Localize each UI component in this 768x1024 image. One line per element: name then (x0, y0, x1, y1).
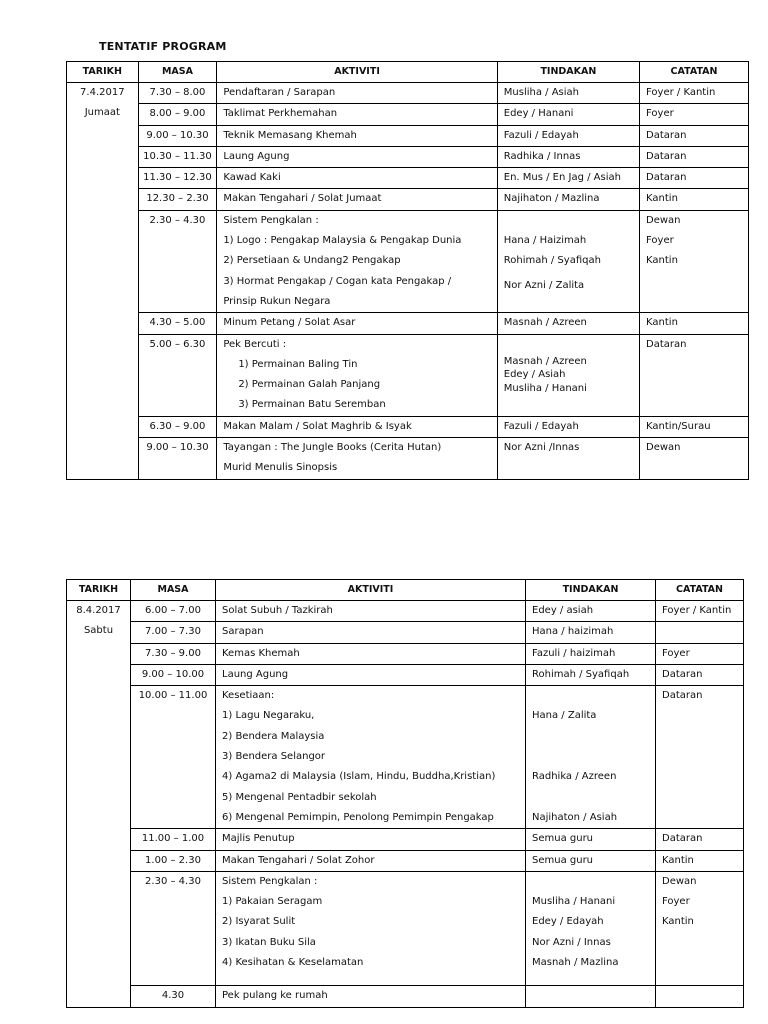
cell-line: Kemas Khemah (222, 647, 300, 659)
page-title: TENTATIF PROGRAM (99, 40, 227, 53)
schedule-table-day1 (66, 61, 749, 480)
table-row (67, 146, 749, 167)
activity-cell (217, 146, 497, 167)
note-cell (656, 664, 744, 685)
activity-cell (216, 986, 526, 1007)
table-row (67, 210, 749, 312)
note-cell (640, 416, 749, 437)
cell-line: 2) Bendera Malaysia (222, 730, 325, 742)
note-cell (656, 686, 744, 829)
cell-line: Kantin (646, 317, 678, 329)
note-cell (640, 189, 749, 210)
cell-line: Masnah / Mazlina (532, 957, 619, 969)
action-cell (526, 871, 656, 985)
cell-line (532, 986, 655, 1006)
cell-line: Dataran (646, 172, 687, 184)
cell-line: Laung Agung (222, 668, 289, 680)
note-cell (656, 986, 744, 1007)
table-row (67, 686, 744, 829)
cell-line: Kantin (662, 916, 694, 928)
cell-line: 3) Hormat Pengakap / Cogan kata Pengakap / (223, 275, 452, 287)
note-cell (656, 850, 744, 871)
cell-line (532, 686, 655, 706)
cell-line: Rohimah / Syafiqah (503, 255, 601, 267)
cell-line: Semua guru (532, 833, 594, 845)
table-row (67, 664, 744, 685)
note-cell (640, 334, 749, 416)
cell-line (662, 986, 743, 1006)
header-catatan: CATATAN (640, 62, 749, 83)
action-cell (497, 83, 639, 104)
action-cell (497, 168, 639, 189)
time-cell: 10.00 – 11.00 (131, 686, 216, 829)
time-cell: 7.00 – 7.30 (131, 622, 216, 643)
note-cell (656, 622, 744, 643)
cell-line: Laung Agung (223, 150, 290, 162)
cell-line: Kantin (646, 193, 678, 205)
table-header-row (67, 580, 744, 601)
cell-line: 1) Permainan Baling Tin (238, 358, 358, 370)
action-cell (526, 686, 656, 829)
cell-line: Foyer (662, 896, 690, 908)
header-tindakan: TINDAKAN (526, 580, 656, 601)
note-cell (640, 125, 749, 146)
action-cell (497, 125, 639, 146)
cell-line: Teknik Memasang Khemah (223, 129, 357, 141)
cell-line: Masnah / Azreen (503, 317, 587, 329)
cell-line: Dataran (646, 129, 687, 141)
time-cell: 11.00 – 1.00 (131, 829, 216, 850)
cell-line: 5) Mengenal Pentadbir sekolah (222, 791, 377, 803)
cell-line: Dataran (646, 338, 687, 350)
table-row (67, 829, 744, 850)
activity-cell (216, 829, 526, 850)
header-tarikh: TARIKH (67, 580, 131, 601)
cell-line: Murid Menulis Sinopsis (223, 462, 338, 474)
cell-line: Sistem Pengkalan : (222, 875, 318, 887)
cell-line: Radhika / Innas (503, 150, 581, 162)
note-cell (656, 871, 744, 985)
activity-cell (217, 210, 497, 312)
table-row (67, 871, 744, 985)
time-cell: 9.00 – 10.30 (138, 438, 217, 480)
cell-line: Foyer (646, 108, 674, 120)
time-cell: 12.30 – 2.30 (138, 189, 217, 210)
time-cell: 6.00 – 7.00 (131, 601, 216, 622)
cell-line: Musliha / Asiah (503, 87, 579, 98)
table-row (67, 168, 749, 189)
time-cell: 2.30 – 4.30 (131, 871, 216, 985)
action-cell (497, 313, 639, 334)
table-row (67, 125, 749, 146)
date-text: 8.4.2017 (76, 605, 121, 616)
activity-cell (216, 664, 526, 685)
cell-line: 4) Agama2 di Malaysia (Islam, Hindu, Buddha,Kristian) (222, 771, 496, 783)
cell-line: Makan Tengahari / Solat Zohor (222, 854, 375, 866)
header-aktiviti: AKTIVITI (216, 580, 526, 601)
note-cell (656, 643, 744, 664)
cell-line: Foyer (662, 647, 690, 659)
note-cell (640, 146, 749, 167)
cell-line (532, 747, 655, 767)
table-row (67, 622, 744, 643)
action-cell (526, 829, 656, 850)
cell-line: 1) Pakaian Seragam (222, 896, 323, 908)
cell-line: Kantin/Surau (646, 420, 711, 432)
time-cell: 4.30 (131, 986, 216, 1007)
cell-line: Solat Subuh / Tazkirah (222, 605, 333, 616)
cell-line: 6) Mengenal Pemimpin, Penolong Pemimpin Pengakap (222, 811, 494, 823)
table-row (67, 313, 749, 334)
cell-line: Dewan (646, 214, 681, 226)
cell-line (532, 872, 655, 892)
table-row (67, 104, 749, 125)
action-cell (526, 643, 656, 664)
table-row (67, 601, 744, 622)
time-cell: 6.30 – 9.00 (138, 416, 217, 437)
cell-line (532, 727, 655, 747)
note-cell (640, 438, 749, 480)
note-cell (640, 313, 749, 334)
cell-line: Minum Petang / Solat Asar (223, 317, 356, 329)
time-cell: 7.30 – 9.00 (131, 643, 216, 664)
cell-line: 2) Persetiaan & Undang2 Pengakap (223, 255, 401, 267)
cell-line: Foyer / Kantin (646, 87, 716, 98)
cell-line: 1) Lagu Negaraku, (222, 710, 315, 722)
activity-cell (216, 850, 526, 871)
time-cell: 2.30 – 4.30 (138, 210, 217, 312)
time-cell: 1.00 – 2.30 (131, 850, 216, 871)
cell-line: Hana / Zalita (532, 710, 597, 722)
cell-line: Fazuli / haizimah (532, 647, 616, 659)
activity-cell (217, 189, 497, 210)
activity-cell (217, 313, 497, 334)
cell-line (662, 622, 743, 642)
cell-line: Rohimah / Syafiqah (532, 668, 630, 680)
day-text: Sabtu (83, 625, 114, 637)
cell-line: Dataran (662, 690, 703, 702)
cell-line: Majlis Penutup (222, 833, 295, 845)
cell-line: Sarapan (222, 626, 264, 638)
activity-cell (217, 125, 497, 146)
cell-line: Foyer (646, 235, 674, 247)
date-cell (67, 83, 139, 480)
cell-line: Foyer / Kantin (662, 605, 732, 616)
cell-line: 4) Kesihatan & Keselamatan (222, 957, 364, 969)
cell-line: Musliha / Hanani (532, 896, 616, 908)
day-text: Jumaat (84, 107, 120, 119)
cell-line: Edey / Hanani (503, 108, 574, 120)
table-row (67, 850, 744, 871)
cell-line: Kawad Kaki (223, 172, 281, 184)
cell-line: Radhika / Azreen (532, 771, 617, 783)
cell-line: Pendaftaran / Sarapan (223, 87, 336, 98)
table-header-row (67, 62, 749, 83)
table-row (67, 334, 749, 416)
cell-line: Edey / Asiah (503, 369, 566, 381)
action-cell (526, 664, 656, 685)
header-catatan: CATATAN (656, 580, 744, 601)
activity-cell (217, 83, 497, 104)
action-cell (497, 189, 639, 210)
cell-line: Najihaton / Mazlina (503, 193, 600, 205)
activity-cell (217, 438, 497, 480)
cell-line: Tayangan : The Jungle Books (Cerita Hutan) (223, 442, 442, 454)
time-cell: 10.30 – 11.30 (138, 146, 217, 167)
table-row (67, 416, 749, 437)
note-cell (640, 83, 749, 104)
cell-line: Dataran (662, 668, 703, 680)
cell-line: Musliha / Hanani (503, 382, 587, 394)
date-text: 7.4.2017 (80, 87, 125, 98)
cell-line: Hana / haizimah (532, 626, 614, 638)
cell-line (504, 211, 639, 231)
cell-line: Edey / Edayah (532, 916, 604, 928)
cell-line: Kesetiaan: (222, 690, 275, 702)
cell-line: Dataran (662, 833, 703, 845)
cell-line: Sistem Pengkalan : (223, 214, 319, 226)
header-masa: MASA (138, 62, 217, 83)
note-cell (640, 104, 749, 125)
cell-line: Dewan (646, 442, 681, 454)
cell-line (532, 788, 655, 808)
time-cell: 9.00 – 10.00 (131, 664, 216, 685)
cell-line: Pek pulang ke rumah (222, 990, 328, 1002)
cell-line: Hana / Haizimah (503, 235, 587, 247)
time-cell: 8.00 – 9.00 (138, 104, 217, 125)
cell-line: Nor Azni / Innas (532, 936, 611, 948)
activity-cell (216, 601, 526, 622)
action-cell (526, 850, 656, 871)
cell-line: Makan Tengahari / Solat Jumaat (223, 193, 382, 205)
cell-line: Makan Malam / Solat Maghrib & Isyak (223, 420, 412, 432)
activity-cell (217, 416, 497, 437)
cell-line: 2) Permainan Galah Panjang (238, 379, 381, 391)
activity-cell (217, 334, 497, 416)
header-aktiviti: AKTIVITI (217, 62, 497, 83)
cell-line: 3) Permainan Batu Seremban (238, 399, 386, 411)
activity-cell (216, 871, 526, 985)
cell-line: Masnah / Azreen (503, 355, 587, 367)
time-cell: 11.30 – 12.30 (138, 168, 217, 189)
action-cell (497, 334, 639, 416)
note-cell (656, 601, 744, 622)
time-cell: 7.30 – 8.00 (138, 83, 217, 104)
action-cell (526, 622, 656, 643)
cell-line: Kantin (646, 255, 678, 267)
schedule-table-day2 (66, 579, 744, 1008)
cell-line: En. Mus / En Jag / Asiah (503, 172, 621, 184)
cell-line: Kantin (662, 854, 694, 866)
action-cell (497, 438, 639, 480)
cell-line: Pek Bercuti : (223, 338, 287, 350)
cell-line: Nor Azni /Innas (503, 442, 580, 454)
activity-cell (217, 168, 497, 189)
action-cell (497, 416, 639, 437)
activity-cell (216, 686, 526, 829)
cell-line: Dataran (646, 150, 687, 162)
cell-line: Dewan (662, 875, 697, 887)
note-cell (640, 168, 749, 189)
action-cell (526, 601, 656, 622)
time-cell: 4.30 – 5.00 (138, 313, 217, 334)
note-cell (656, 829, 744, 850)
note-cell (640, 210, 749, 312)
header-masa: MASA (131, 580, 216, 601)
cell-line: 3) Ikatan Buku Sila (222, 936, 316, 948)
action-cell (526, 986, 656, 1007)
time-cell: 9.00 – 10.30 (138, 125, 217, 146)
cell-line: Fazuli / Edayah (503, 420, 579, 432)
activity-cell (216, 643, 526, 664)
cell-line: Taklimat Perkhemahan (223, 108, 338, 120)
action-cell (497, 104, 639, 125)
table-row (67, 83, 749, 104)
header-tindakan: TINDAKAN (497, 62, 639, 83)
cell-line: 1) Logo : Pengakap Malaysia & Pengakap Dunia (223, 235, 462, 247)
action-cell (497, 146, 639, 167)
activity-cell (216, 622, 526, 643)
header-tarikh: TARIKH (67, 62, 139, 83)
cell-line: Edey / asiah (532, 605, 594, 616)
activity-cell (217, 104, 497, 125)
table-row (67, 438, 749, 480)
cell-line: Fazuli / Edayah (503, 129, 579, 141)
cell-line: Najihaton / Asiah (532, 811, 618, 823)
action-cell (497, 210, 639, 312)
date-cell (67, 601, 131, 1008)
cell-line: Nor Azni / Zalita (503, 279, 585, 291)
table-row (67, 986, 744, 1007)
cell-line: 3) Bendera Selangor (222, 751, 326, 763)
table-row (67, 643, 744, 664)
cell-line: Semua guru (532, 854, 594, 866)
cell-line: Prinsip Rukun Negara (223, 295, 331, 307)
cell-line: 2) Isyarat Sulit (222, 916, 296, 928)
table-row (67, 189, 749, 210)
time-cell: 5.00 – 6.30 (138, 334, 217, 416)
